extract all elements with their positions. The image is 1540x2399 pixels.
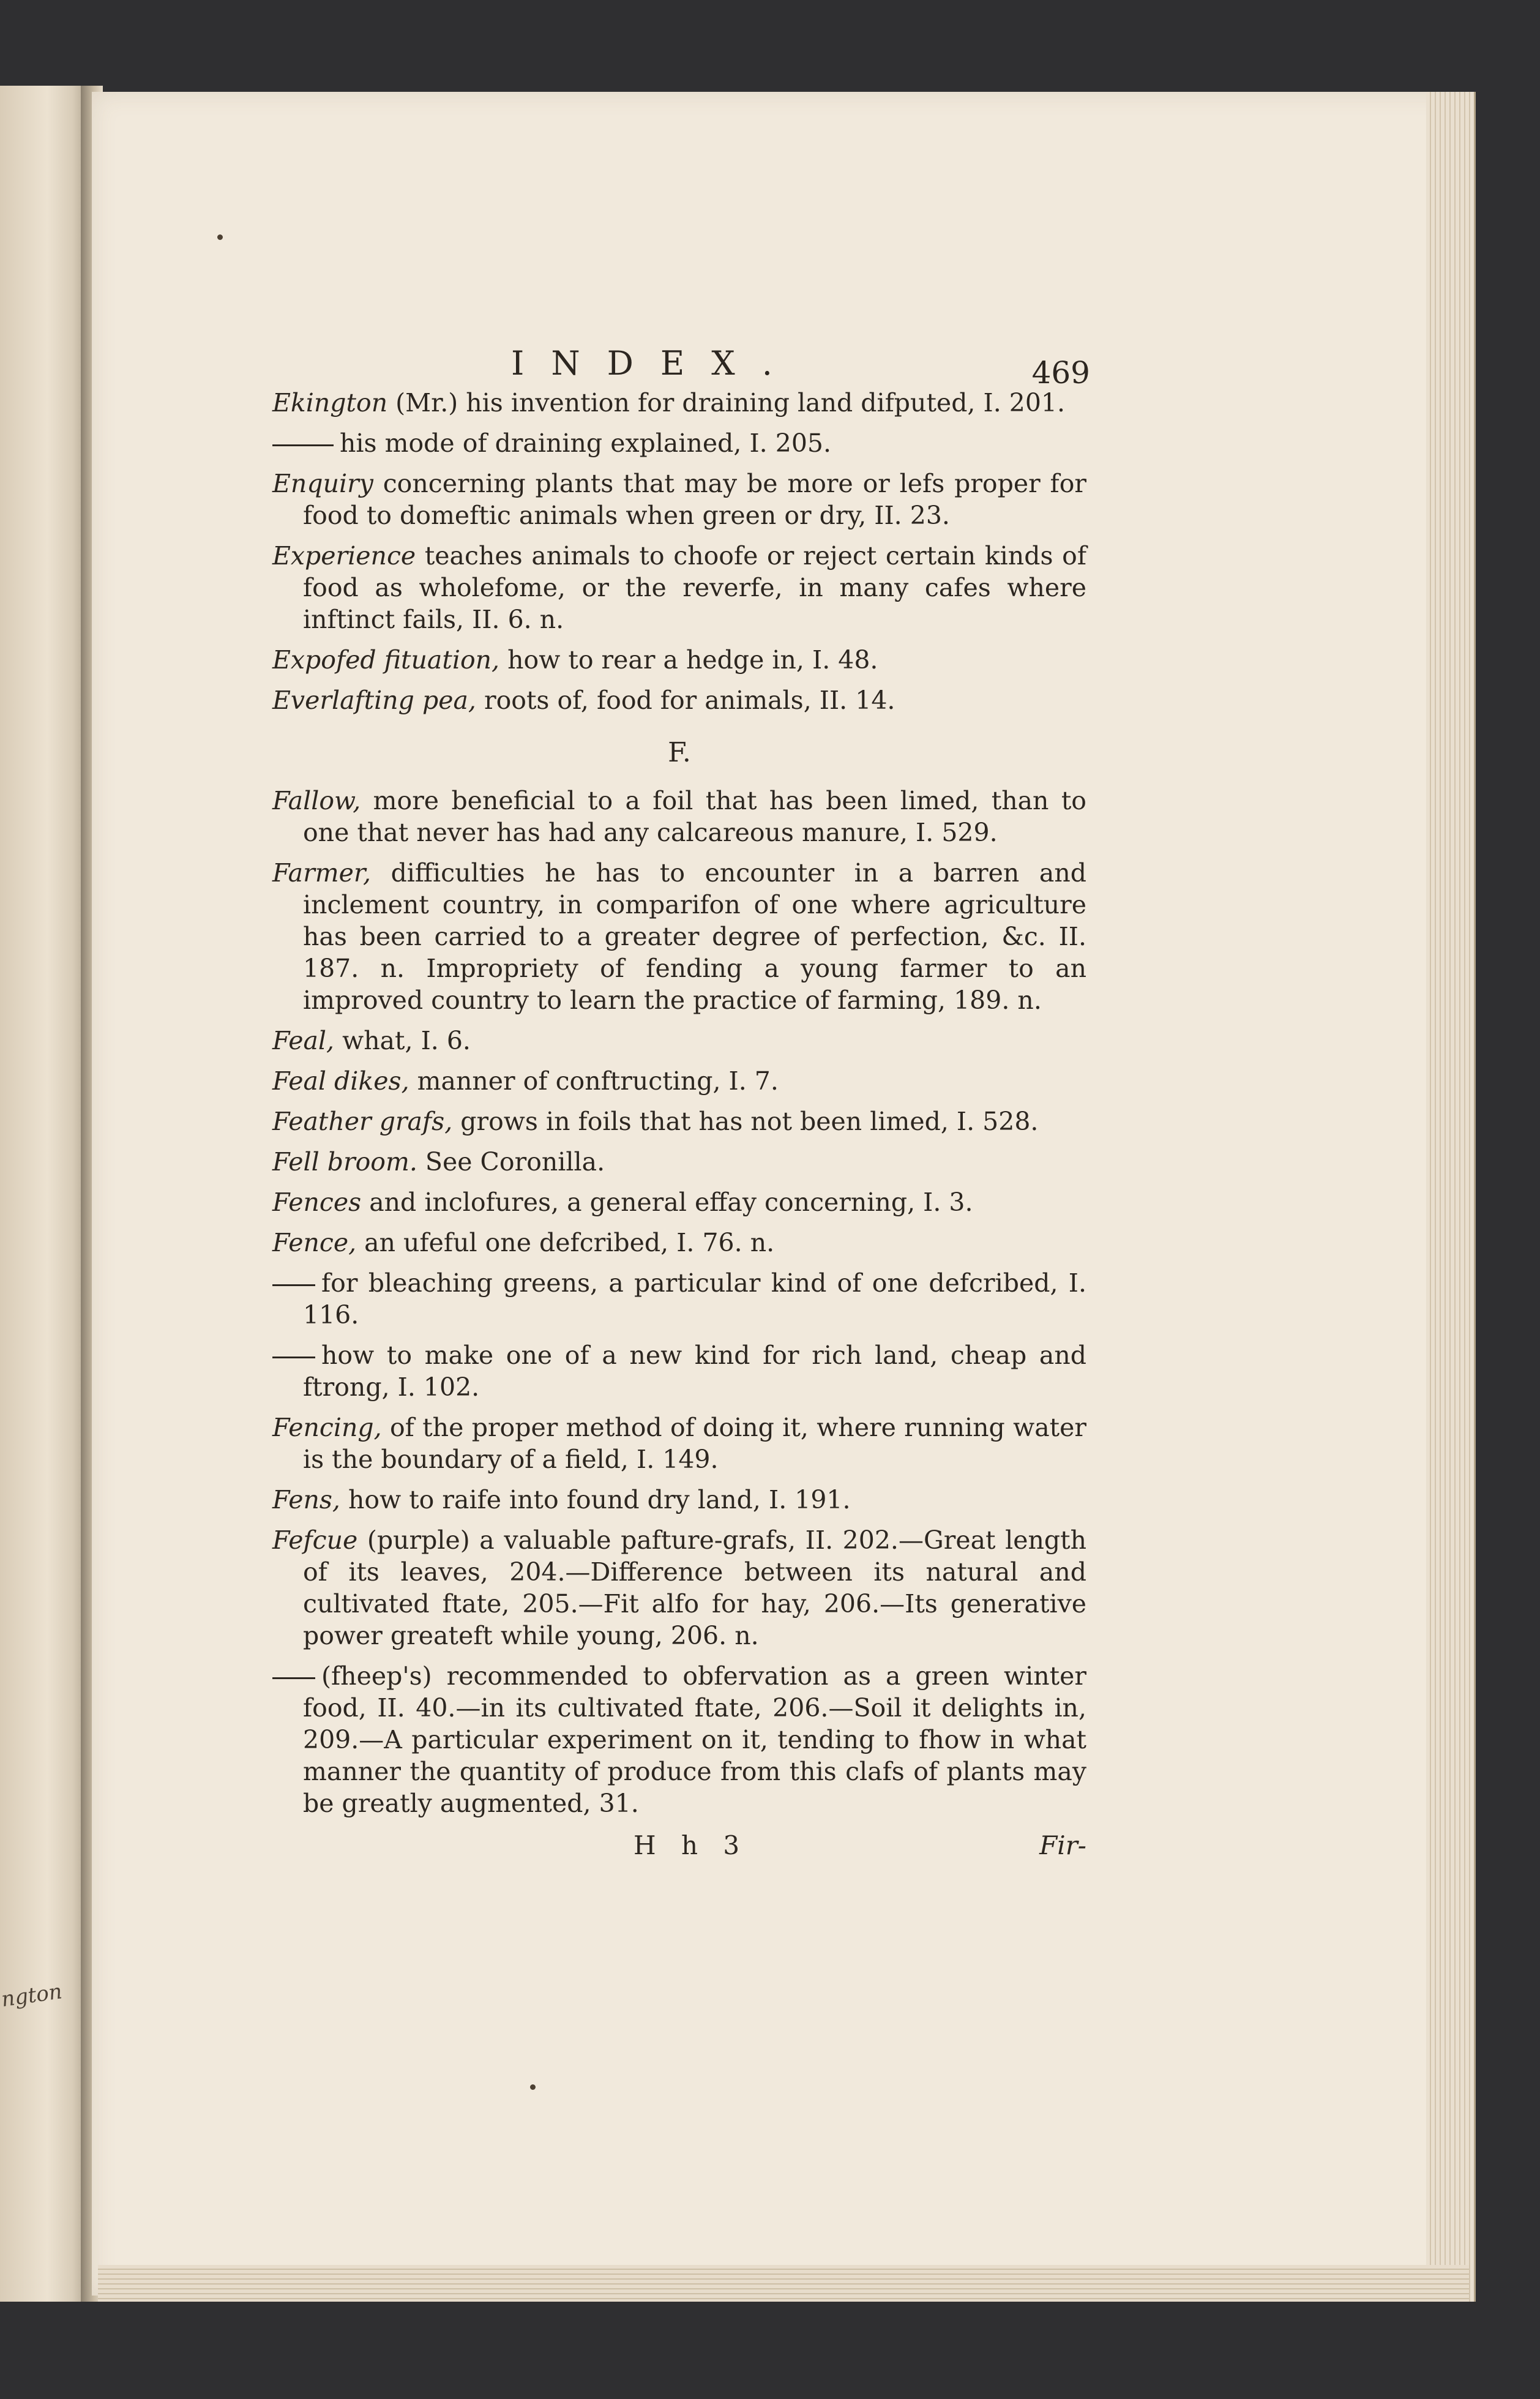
ink-speck bbox=[530, 2084, 536, 2090]
entry-text: how to raife into found dry land, I. 191. bbox=[340, 1485, 851, 1514]
index-entries-e bbox=[272, 387, 1086, 716]
entry-term: Feather grafs, bbox=[272, 1107, 453, 1136]
index-entry bbox=[272, 1227, 1086, 1259]
entry-term: Fences bbox=[272, 1188, 362, 1217]
entry-term: Feal, bbox=[272, 1026, 335, 1055]
entry-text: See Coronilla. bbox=[417, 1147, 605, 1177]
entry-term: Fence, bbox=[272, 1228, 357, 1257]
entry-text: (fheep's) recommended to obfervation as a green winter food, II. 40.—in its cultivated ftate, 206.—Soil it delights in, 209.—A particular experiment on it, tending to fhow in what manner the quantity of produce from this clafs of plants may be greatly augmented, 31. bbox=[303, 1661, 1086, 1818]
entry-term: Fens, bbox=[272, 1485, 340, 1514]
entry-text: difficulties he has to encounter in a barren and inclement country, in comparifon of one where agriculture has been carried to a greater degree of perfection, &c. II. 187. n. Impropriety of fending a young farmer to an improved country to learn the practice of farming, 189. n. bbox=[303, 858, 1086, 1015]
entry-term: Enquiry bbox=[272, 469, 373, 498]
page-edge bbox=[1426, 92, 1476, 2302]
index-entry bbox=[272, 1484, 1086, 1516]
entry-term: Expofed fituation, bbox=[272, 645, 500, 675]
ditto-dash bbox=[272, 1357, 315, 1358]
ditto-dash bbox=[272, 1677, 315, 1679]
entry-text: of the proper method of doing it, where running water is the boundary of a field, I. 149. bbox=[303, 1413, 1086, 1474]
entry-text: for bleaching greens, a particular kind of one defcribed, I. 116. bbox=[303, 1268, 1086, 1330]
entry-term: Ekington bbox=[272, 388, 388, 417]
entry-text: and inclofures, a general effay concerning, I. 3. bbox=[361, 1188, 973, 1217]
entry-term: Fell broom. bbox=[272, 1147, 417, 1177]
index-entry bbox=[272, 1660, 1086, 1819]
entry-term: Fefcue bbox=[272, 1525, 358, 1555]
facing-page-fragment: ngton bbox=[0, 1979, 64, 2012]
ditto-dash bbox=[272, 444, 334, 446]
page-title: INDEX. bbox=[511, 344, 799, 383]
index-entry bbox=[272, 387, 1086, 419]
index-entry bbox=[272, 1106, 1086, 1137]
index-entry bbox=[272, 1025, 1086, 1057]
entry-text: roots of, food for animals, II. 14. bbox=[476, 686, 895, 715]
facing-page bbox=[0, 86, 86, 2302]
entry-term: Farmer, bbox=[272, 858, 371, 888]
index-entry bbox=[272, 1146, 1086, 1178]
running-head bbox=[272, 338, 1090, 391]
index-text bbox=[272, 338, 1090, 1867]
entry-term: Experience bbox=[272, 541, 416, 571]
index-entry bbox=[272, 1412, 1086, 1475]
entry-text: more beneficial to a foil that has been limed, than to one that never has had any calcareous manure, I. 529. bbox=[303, 786, 1086, 847]
entry-term: Fallow, bbox=[272, 786, 361, 815]
entry-text: grows in foils that has not been limed, I. 528. bbox=[452, 1107, 1039, 1136]
index-entry bbox=[272, 1065, 1086, 1097]
entry-text: (Mr.) his invention for draining land difputed, I. 201. bbox=[387, 388, 1066, 417]
entry-text: how to rear a hedge in, I. 48. bbox=[499, 645, 878, 675]
index-entry bbox=[272, 644, 1086, 676]
ink-speck bbox=[217, 234, 223, 240]
entry-text: (purple) a valuable pafture-grafs, II. 202.—Great length of its leaves, 204.—Difference between its natural and cultivated ftate, 205.—Fit alfo for hay, 206.—Its generative power greateft while young, 206. n. bbox=[303, 1525, 1086, 1650]
index-entry bbox=[272, 540, 1086, 635]
ditto-dash bbox=[272, 1284, 315, 1286]
page-number: 469 bbox=[1031, 355, 1090, 391]
signature-mark: H h 3 bbox=[634, 1830, 749, 1860]
entry-term: Feal dikes, bbox=[272, 1066, 409, 1096]
section-letter: F. bbox=[668, 737, 691, 768]
index-entry bbox=[272, 1267, 1086, 1331]
entry-text: manner of conftructing, I. 7. bbox=[409, 1066, 779, 1096]
entry-text: teaches animals to choofe or reject certain kinds of food as wholefome, or the reverfe, in many cafes where inftinct fails, II. 6. n. bbox=[303, 541, 1086, 634]
index-entry bbox=[272, 684, 1086, 716]
index-entry bbox=[272, 1524, 1086, 1652]
index-entries-f bbox=[272, 785, 1086, 1819]
page-bottom-edge bbox=[98, 2265, 1469, 2302]
entry-text: how to make one of a new kind for rich land, cheap and ftrong, I. 102. bbox=[303, 1341, 1086, 1402]
entry-text: concerning plants that may be more or lefs proper for food to domeftic animals when green or dry, II. 23. bbox=[303, 469, 1086, 530]
catchword: Fir- bbox=[1039, 1830, 1086, 1860]
index-entry bbox=[272, 1339, 1086, 1403]
entry-term: Fencing, bbox=[272, 1413, 382, 1442]
index-entry bbox=[272, 427, 1086, 459]
index-entry bbox=[272, 785, 1086, 848]
entry-text: an ufeful one defcribed, I. 76. n. bbox=[356, 1228, 775, 1257]
page-footer bbox=[272, 1830, 1086, 1867]
index-entry bbox=[272, 468, 1086, 531]
entry-text: what, I. 6. bbox=[334, 1026, 471, 1055]
entry-term: Everlafting pea, bbox=[272, 686, 476, 715]
index-entry bbox=[272, 1186, 1086, 1218]
entry-text: his mode of draining explained, I. 205. bbox=[340, 429, 832, 458]
index-entry bbox=[272, 857, 1086, 1016]
